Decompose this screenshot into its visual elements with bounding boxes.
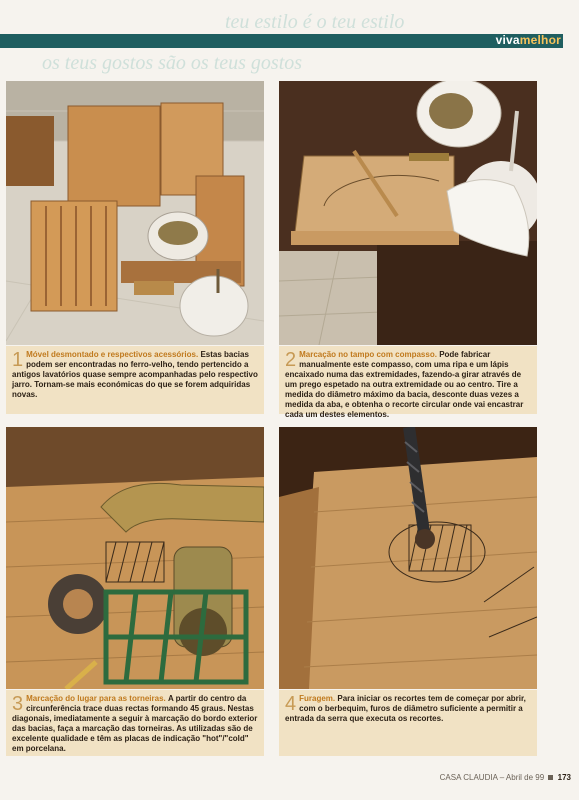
photo-tap-marking [6, 427, 264, 689]
section-brand [496, 33, 561, 47]
page-number: 173 [557, 773, 571, 782]
separator-square-icon [548, 775, 553, 780]
photo-furniture-parts [6, 81, 264, 345]
brand-suffix: melhor [519, 33, 561, 47]
issue-date: Abril de 99 [505, 773, 545, 782]
step-title: Marcação do lugar para as torneiras. [26, 694, 166, 703]
photo-compass-marking [279, 81, 537, 345]
step-title: Furagem. [299, 694, 336, 703]
section-bar [0, 34, 563, 48]
step-caption [6, 690, 264, 756]
header-tagline-top: teu estilo é o teu estilo [225, 11, 405, 33]
step-title: Marcação no tampo com compasso. [299, 350, 437, 359]
step-number: 1 [12, 349, 24, 371]
step-body: A partir do centro da circunferência trace duas rectas formando 45 graus. Nestas diagonais, imediatamente a seguir à marcação do bordo exterior das bacias, faça a marcação das torneiras. As utilizadas são de excelente qualidade e têm as placas de indicação "hot"/"cold" em porcelana. [12, 694, 258, 753]
step-body: Para iniciar os recortes tem de começar por abrir, com o berbequim, furos de diâmetro suficiente a permitir a entrada da serra que executa os recortes. [285, 694, 526, 723]
header-tagline-bottom: os teus gostos são os teus gostos [42, 52, 303, 74]
step-number: 3 [12, 693, 24, 715]
step-number: 4 [285, 693, 297, 715]
step-caption [279, 346, 537, 419]
step-number: 2 [285, 349, 297, 371]
photo-drilling [279, 427, 537, 689]
step-body: Pode fabricar manualmente este compasso, com uma ripa e um lápis encaixado numa das extremidades, fazendo-a girar através de um prego espetado na outra extremidade ou ao centro. Tire a medida do diâmetro máximo da bacia, desconte duas vezes a medida da aba, e obtenha o recorte circular onde vai encastrar cada um destes elementos. [285, 350, 524, 419]
step-title: Móvel desmontado e respectivos acessórios. [26, 350, 199, 359]
magazine-name: CASA CLAUDIA [439, 773, 498, 782]
brand-prefix: viva [495, 33, 520, 47]
page-footer: CASA CLAUDIA – Abril de 99 173 [439, 773, 571, 782]
step-caption [6, 346, 264, 414]
step-caption [279, 690, 537, 756]
step-body: Estas bacias podem ser encontradas no ferro-velho, tendo pertencido a antigos lavatórios quase sempre acompanhadas pelo respectivo jarro. Tornam-se mais económicas do que se forem adquiridas novas. [12, 350, 258, 399]
